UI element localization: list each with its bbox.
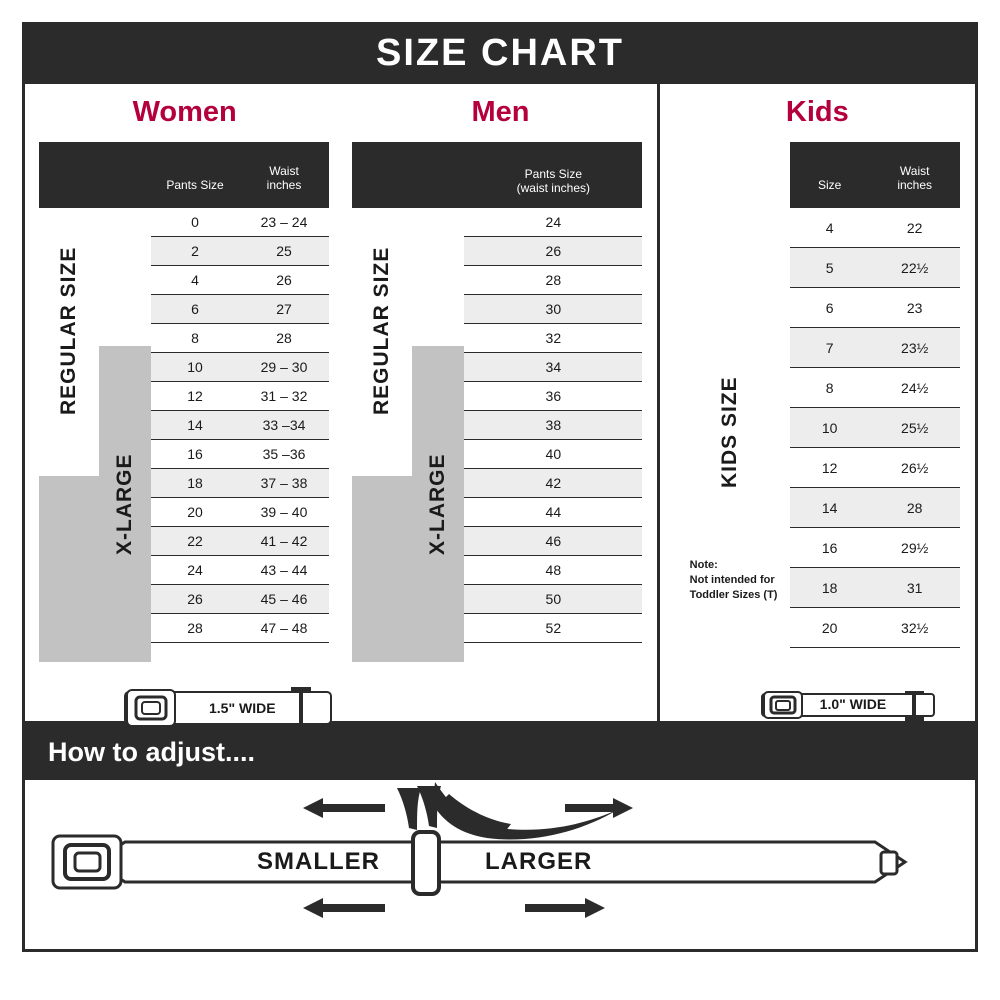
- table-cell: 31 – 32: [239, 382, 329, 411]
- table-row: [464, 498, 642, 527]
- larger-label: LARGER: [485, 848, 593, 875]
- howto-heading: How to adjust....: [48, 736, 255, 767]
- table-cell: 27: [239, 295, 329, 324]
- table-row: [790, 608, 960, 648]
- table-cell: 32: [464, 324, 642, 353]
- table-row: [151, 527, 329, 556]
- table-cell: 18: [151, 469, 239, 498]
- table-row: [464, 237, 642, 266]
- kids-note-line-1: Note:: [689, 559, 718, 571]
- table-row: [464, 411, 642, 440]
- title-bar: [22, 22, 978, 84]
- table-cell: 44: [464, 498, 642, 527]
- table-row: [151, 237, 329, 266]
- kids-note-line-2: Not intended for: [689, 573, 775, 586]
- table-row: [790, 528, 960, 568]
- women-header-waist-2: inches: [266, 178, 302, 192]
- table-cell: 28: [239, 324, 329, 353]
- table-row: [151, 498, 329, 527]
- table-row: [464, 266, 642, 295]
- men-rows: [464, 208, 642, 643]
- table-row: [151, 556, 329, 585]
- table-cell: 34: [464, 353, 642, 382]
- table-cell: 26: [464, 237, 642, 266]
- table-cell: 26½: [870, 448, 960, 488]
- table-row: [790, 248, 960, 288]
- table-row: [151, 585, 329, 614]
- table-cell: 2: [151, 237, 239, 266]
- women-column: [25, 84, 344, 721]
- women-table: [39, 142, 329, 662]
- kids-table: [690, 142, 960, 662]
- table-cell: 36: [464, 382, 642, 411]
- table-cell: 26: [239, 266, 329, 295]
- table-row: [151, 469, 329, 498]
- table-row: [151, 295, 329, 324]
- table-cell: 12: [151, 382, 239, 411]
- table-cell: 8: [151, 324, 239, 353]
- table-row: [790, 368, 960, 408]
- table-cell: 43 – 44: [239, 556, 329, 585]
- table-row: [151, 266, 329, 295]
- men-regular-label: REGULAR SIZE: [370, 246, 394, 416]
- table-cell: 50: [464, 585, 642, 614]
- women-table-header: [39, 142, 329, 208]
- table-cell: 47 – 48: [239, 614, 329, 643]
- table-cell: 28: [464, 266, 642, 295]
- kids-note-line-3: Toddler Sizes (T): [689, 588, 778, 601]
- women-xlarge-label: X-LARGE: [113, 453, 136, 555]
- table-cell: 39 – 40: [239, 498, 329, 527]
- table-cell: 24: [464, 208, 642, 237]
- table-cell: 0: [151, 208, 239, 237]
- table-row: [790, 448, 960, 488]
- table-cell: 23: [870, 288, 960, 328]
- women-rows: [151, 208, 329, 643]
- women-header-waist-1: Waist: [269, 164, 299, 179]
- women-header-pants: Pants Size: [166, 178, 224, 193]
- table-cell: 33 –34: [239, 411, 329, 440]
- table-cell: 23½: [870, 328, 960, 368]
- table-row: [790, 328, 960, 368]
- table-cell: 16: [790, 528, 870, 568]
- adult-belt-width-label: 1.5" WIDE: [209, 700, 276, 716]
- table-row: [151, 353, 329, 382]
- table-row: [464, 208, 642, 237]
- men-xlarge-label: X-LARGE: [426, 453, 450, 555]
- table-cell: 10: [790, 408, 870, 448]
- table-row: [151, 208, 329, 237]
- size-tables-panel: [22, 84, 978, 724]
- men-header-2: (waist inches): [516, 181, 590, 195]
- table-row: [464, 469, 642, 498]
- table-cell: 8: [790, 368, 870, 408]
- table-row: [151, 440, 329, 469]
- table-cell: 7: [790, 328, 870, 368]
- table-cell: 31: [870, 568, 960, 608]
- table-row: [464, 614, 642, 643]
- table-cell: 12: [790, 448, 870, 488]
- table-cell: 23 – 24: [239, 208, 329, 237]
- table-cell: 32½: [870, 608, 960, 648]
- page-title: SIZE CHART: [376, 31, 624, 74]
- table-cell: 6: [151, 295, 239, 324]
- table-row: [151, 614, 329, 643]
- table-row: [790, 288, 960, 328]
- table-row: [790, 568, 960, 608]
- table-row: [464, 527, 642, 556]
- table-cell: 29 – 30: [239, 353, 329, 382]
- table-cell: 35 –36: [239, 440, 329, 469]
- table-cell: 28: [870, 488, 960, 528]
- table-row: [464, 556, 642, 585]
- table-row: [464, 585, 642, 614]
- men-table-header: [352, 142, 642, 208]
- table-cell: 5: [790, 248, 870, 288]
- table-cell: 18: [790, 568, 870, 608]
- kids-header-waist-2: inches: [897, 178, 933, 192]
- kids-rows: [790, 208, 960, 648]
- table-cell: 52: [464, 614, 642, 643]
- table-cell: 45 – 46: [239, 585, 329, 614]
- smaller-label: SMALLER: [257, 848, 380, 875]
- women-regular-label: REGULAR SIZE: [57, 246, 80, 416]
- table-cell: 4: [151, 266, 239, 295]
- table-cell: 20: [790, 608, 870, 648]
- kids-column: [657, 84, 975, 721]
- table-row: [790, 208, 960, 248]
- table-cell: 37 – 38: [239, 469, 329, 498]
- table-row: [790, 488, 960, 528]
- kids-header-size: Size: [818, 178, 842, 193]
- women-heading: Women: [132, 96, 237, 128]
- table-cell: 14: [151, 411, 239, 440]
- table-row: [464, 353, 642, 382]
- table-row: [464, 295, 642, 324]
- table-cell: 24: [151, 556, 239, 585]
- kids-belt-width-label: 1.0" WIDE: [819, 696, 887, 712]
- table-cell: 14: [790, 488, 870, 528]
- table-cell: 25½: [870, 408, 960, 448]
- table-cell: 22: [870, 208, 960, 248]
- table-row: [151, 324, 329, 353]
- table-cell: 20: [151, 498, 239, 527]
- table-cell: 22½: [870, 248, 960, 288]
- table-cell: 26: [151, 585, 239, 614]
- table-row: [151, 382, 329, 411]
- table-cell: 46: [464, 527, 642, 556]
- howto-illustration: [22, 780, 978, 952]
- kids-note: [690, 558, 790, 603]
- table-cell: 41 – 42: [239, 527, 329, 556]
- table-cell: 25: [239, 237, 329, 266]
- women-belt-illustration: [105, 680, 345, 736]
- table-cell: 28: [151, 614, 239, 643]
- kids-table-header: [790, 142, 960, 208]
- table-cell: 30: [464, 295, 642, 324]
- table-cell: 24½: [870, 368, 960, 408]
- table-cell: 6: [790, 288, 870, 328]
- table-row: [464, 440, 642, 469]
- kids-belt-illustration: [748, 680, 948, 730]
- table-row: [790, 408, 960, 448]
- table-cell: 29½: [870, 528, 960, 568]
- table-cell: 10: [151, 353, 239, 382]
- table-row: [151, 411, 329, 440]
- men-table: [352, 142, 642, 662]
- kids-header-waist-1: Waist: [899, 164, 930, 179]
- table-row: [464, 382, 642, 411]
- men-heading: Men: [471, 96, 530, 128]
- men-column: [344, 84, 656, 721]
- table-cell: 22: [151, 527, 239, 556]
- table-cell: 42: [464, 469, 642, 498]
- men-header-1: Pants Size: [524, 167, 583, 182]
- table-row: [464, 324, 642, 353]
- table-cell: 48: [464, 556, 642, 585]
- kids-size-label: KIDS SIZE: [717, 376, 741, 488]
- table-cell: 38: [464, 411, 642, 440]
- table-cell: 40: [464, 440, 642, 469]
- table-cell: 4: [790, 208, 870, 248]
- table-cell: 16: [151, 440, 239, 469]
- kids-heading: Kids: [785, 96, 849, 128]
